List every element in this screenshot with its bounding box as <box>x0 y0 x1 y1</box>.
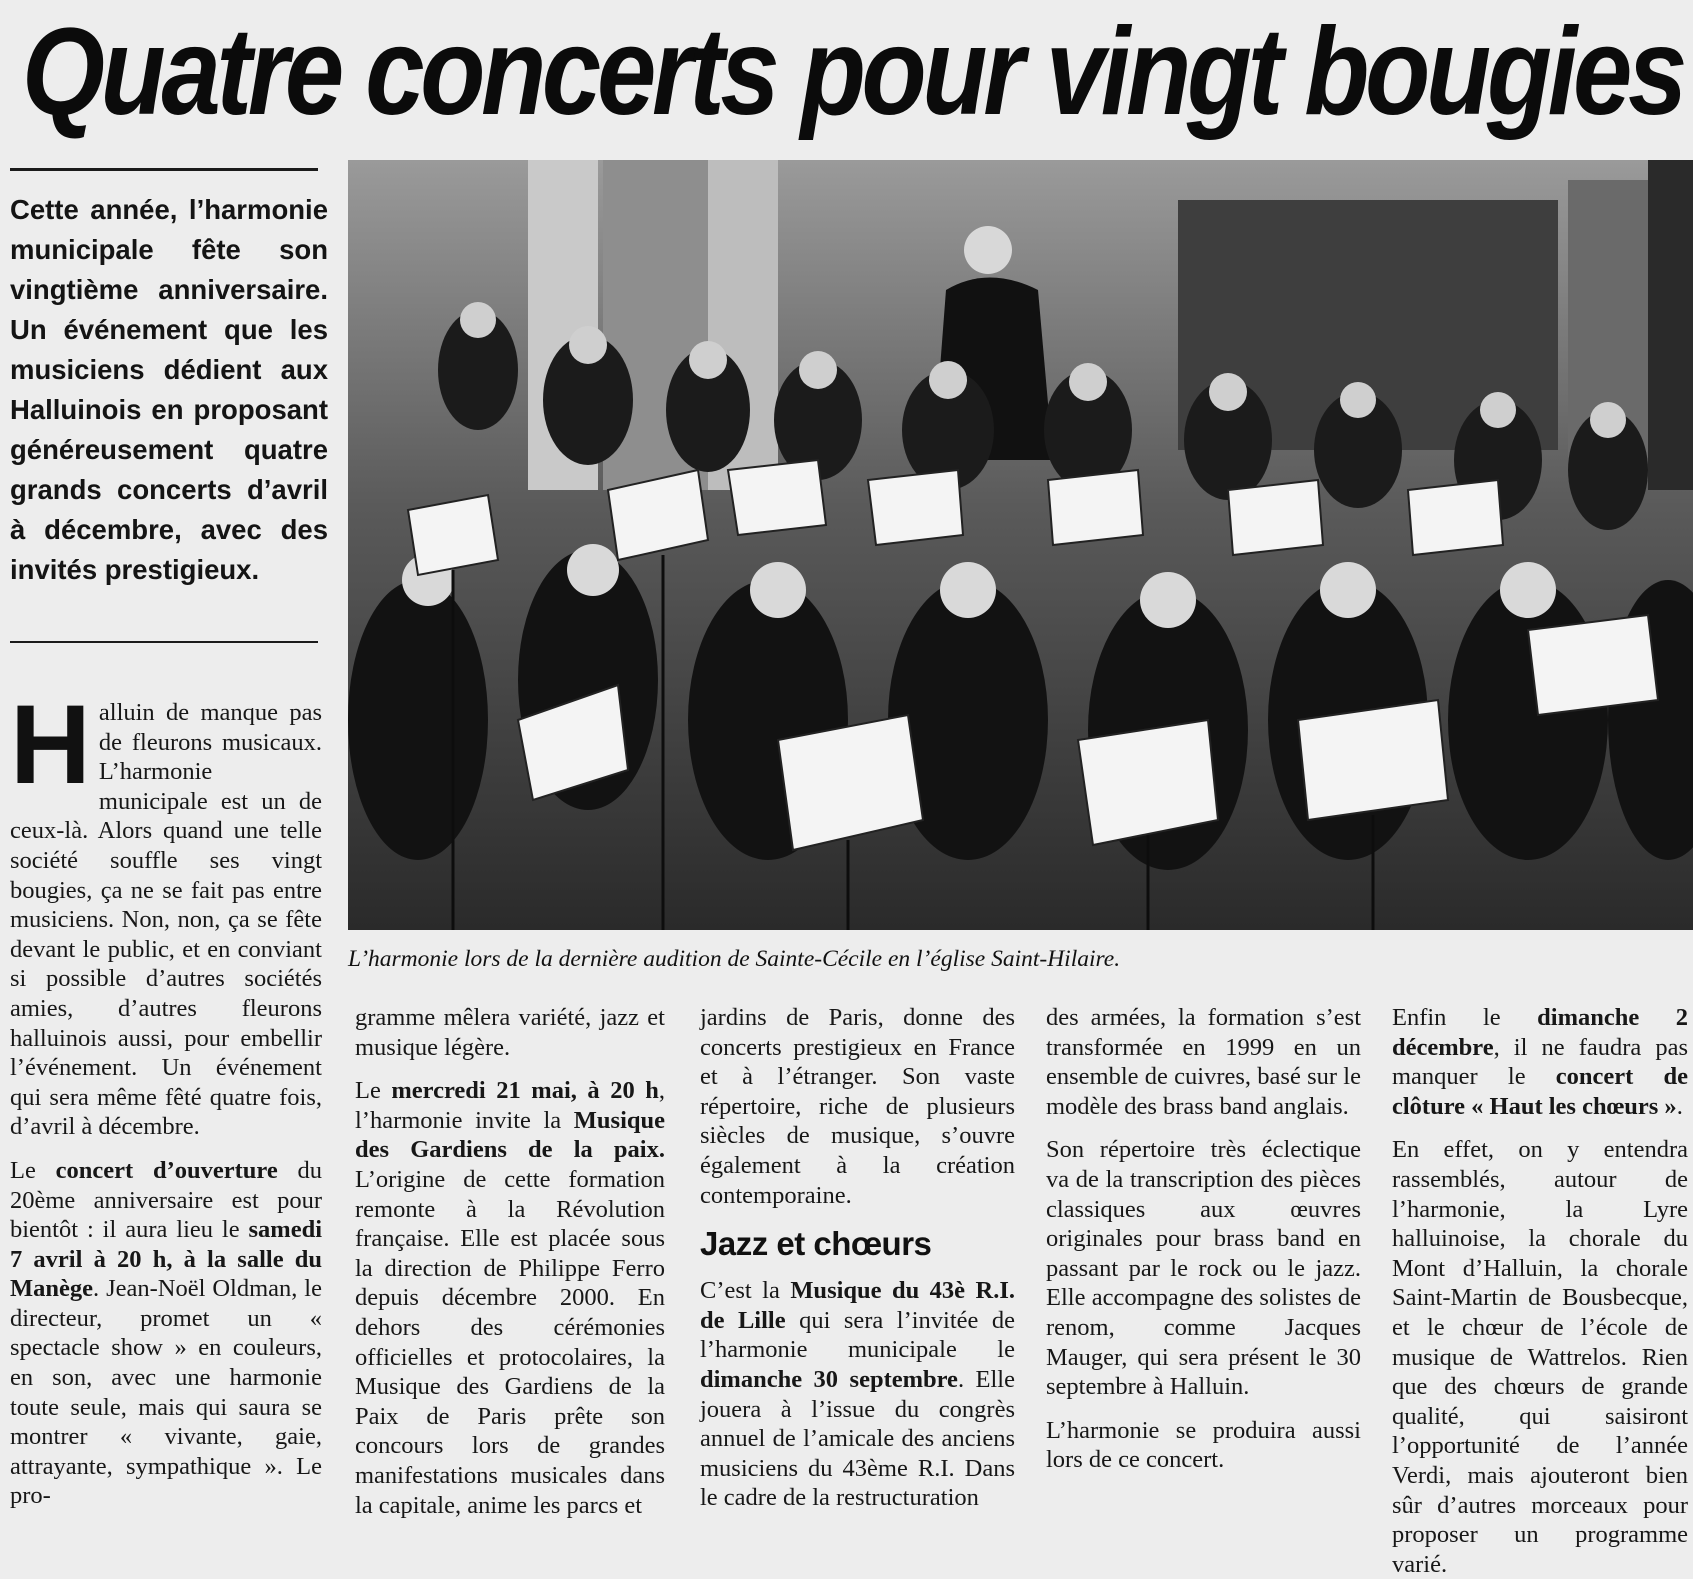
article-column-3 <box>700 1003 1015 1513</box>
col1-paragraph-2 <box>10 1156 322 1511</box>
col1-paragraph-1: alluin de manque pas de fleurons musicaux. L’harmonie municipale est un de ceux-là. Alors quand une telle société souffle ses vingt bougies, ça ne se fait pas entre musiciens. Non, non, ça se fête devant le public, et en conviant si possible d’autres sociétés amies, d’autres fleurons halluinois aussi, pour embellir l’événement. Un événement qui sera même fêté quatre fois, d’avril à décembre. <box>10 699 322 1141</box>
bold-run: mercredi 21 mai, à 20 h <box>391 1077 659 1105</box>
text-run: Le <box>355 1077 392 1105</box>
text-run: Enfin le <box>1392 1004 1538 1031</box>
article-column-4 <box>1046 1003 1361 1475</box>
col2-paragraph-1: gramme mêlera variété, jazz et musique légère. <box>355 1004 665 1061</box>
article-column-2 <box>355 1003 665 1520</box>
drop-cap: H <box>10 682 91 807</box>
col4-paragraph-2: Son répertoire très éclectique va de la transcription des pièces classiques aux œuvres originales pour brass band en passant par le rock ou le jazz. Elle accompagne des solistes de renom, comme Jacques Mauger, qui sera présent le 30 septembre à Halluin. <box>1046 1136 1361 1401</box>
bold-run: dimanche 30 septembre <box>700 1365 958 1393</box>
lead-top-rule <box>10 168 318 171</box>
bold-run: concert de clôture « Haut les chœurs » <box>1392 1063 1688 1120</box>
lead-bottom-rule <box>10 641 318 643</box>
bold-run: Musique des Gardiens de la paix. <box>355 1106 665 1164</box>
text-run: C’est la <box>700 1277 791 1305</box>
col3-paragraph-1: jardins de Paris, donne des concerts prestigieux en France et à l’étranger. Son vaste répertoire, riche de plusieurs siècles de musique, s’ouvre également à la création contemporaine. <box>700 1004 1015 1209</box>
bold-run: dimanche 2 décembre <box>1392 1004 1688 1061</box>
col5-paragraph-1 <box>1392 1003 1688 1121</box>
text-run: , il ne faudra pas manquer le <box>1392 1033 1688 1091</box>
bold-run: Musique du 43è R.I. de Lille <box>700 1277 1015 1334</box>
col5-paragraph-2: En effet, on y entendra rassemblés, autour de l’harmonie, la Lyre halluinoise, la chorale du Mont d’Halluin, la chorale Saint-Martin de Bousbecque, et le chœur de l’école de musique de Wattrelos. Rien que des chœurs de grande qualité, qui saisiront l’opportunité de l’année Verdi, mais ajouteront bien sûr d’autres morceaux pour proposer un programme varié. <box>1392 1136 1688 1578</box>
col2-paragraph-2 <box>355 1076 665 1520</box>
concert-photo <box>348 160 1693 930</box>
col4-paragraph-3: L’harmonie se produira aussi lors de ce concert. <box>1046 1416 1361 1474</box>
text-run: . <box>1676 1092 1683 1120</box>
article-column-5 <box>1392 1003 1688 1579</box>
photo-caption: L’harmonie lors de la dernière audition de Sainte-Cécile en l’église Saint-Hilaire. <box>348 946 1121 972</box>
text-run: . Elle jouera à l’issue du congrès annuel de l’amicale des anciens musiciens du 43ème R.I. Dans le cadre de la restructuration <box>700 1365 1015 1512</box>
text-run: , l’harmonie invite la <box>355 1077 666 1134</box>
bold-run: samedi 7 avril à 20 h, à la salle du Manège <box>10 1216 322 1303</box>
text-run: du 20ème anniversaire est pour bientôt : il aura lieu le <box>10 1156 323 1244</box>
headline: Quatre concerts pour vingt bougies <box>22 3 1684 141</box>
col4-paragraph-1: des armées, la formation s’est transformée en 1999 en un ensemble de cuivres, basé sur le modèle des brass band anglais. <box>1046 1004 1361 1120</box>
lead-paragraph: Cette année, l’harmonie municipale fête son vingtième anniversaire. Un événement que les musiciens dédient aux Halluinois en proposant généreusement quatre grands concerts d’avril à décembre, avec des invités prestigieux. <box>10 194 328 585</box>
text-run: L’origine de cette formation remonte à la Révolution française. Elle est placée sous la direction de Philippe Ferro depuis décembre 2000. En dehors des cérémonies officielles et protocolaires, la Musique des Gardiens de la Paix de Paris prête son concours lors de grandes manifestations musicales dans la capitale, anime les parcs et <box>355 1165 665 1519</box>
subheading: Jazz et chœurs <box>700 1225 932 1263</box>
text-run: Le <box>10 1156 56 1184</box>
article-column-1 <box>10 682 323 1511</box>
text-run: . Jean-Noël Oldman, le directeur, promet un « spectacle show » en couleurs, en son, avec une harmonie toute seule, mais qui saura se montrer « vivante, gaie, attrayante, sympathique ». Le pro- <box>10 1275 322 1510</box>
text-run: qui sera l’invitée de l’harmonie municipale le <box>700 1306 1015 1364</box>
bold-run: concert d’ouverture <box>55 1156 278 1184</box>
col3-paragraph-2 <box>700 1276 1015 1513</box>
